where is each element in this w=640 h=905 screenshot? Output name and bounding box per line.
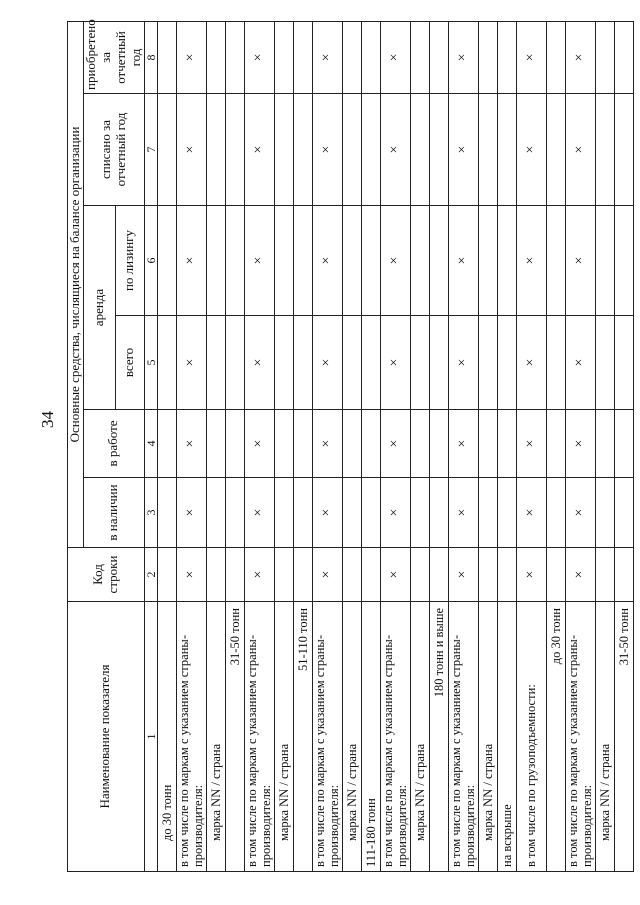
empty-cell: [429, 316, 448, 410]
empty-cell: [342, 316, 361, 410]
empty-cell: [274, 478, 293, 548]
empty-cell: [361, 94, 380, 206]
empty-cell: [478, 410, 497, 478]
table-row: [380, 21, 410, 871]
column-number: 8: [144, 21, 157, 93]
row-label: марка NN / страна: [206, 602, 225, 872]
empty-cell: [293, 410, 312, 478]
header-row-code: Код строки: [68, 548, 145, 602]
table-row: [244, 21, 274, 871]
cross-mark: ×: [176, 548, 206, 602]
empty-cell: [546, 21, 565, 93]
empty-cell: [546, 410, 565, 478]
empty-cell: [342, 410, 361, 478]
cross-mark: ×: [312, 21, 342, 93]
empty-cell: [497, 410, 516, 478]
cross-mark: ×: [380, 94, 410, 206]
cross-mark: ×: [565, 548, 595, 602]
cross-mark: ×: [380, 478, 410, 548]
empty-cell: [157, 410, 176, 478]
cross-mark: ×: [380, 21, 410, 93]
empty-cell: [361, 548, 380, 602]
cross-mark: ×: [244, 410, 274, 478]
cross-mark: ×: [176, 410, 206, 478]
column-number: 4: [144, 410, 157, 478]
empty-cell: [157, 478, 176, 548]
empty-cell: [546, 206, 565, 316]
cross-mark: ×: [244, 94, 274, 206]
column-number: 3: [144, 478, 157, 548]
cross-mark: ×: [312, 548, 342, 602]
table-row: [293, 21, 312, 871]
empty-cell: [342, 94, 361, 206]
cross-mark: ×: [244, 316, 274, 410]
empty-cell: [429, 21, 448, 93]
cross-mark: ×: [516, 21, 546, 93]
header-lease: аренда: [83, 206, 115, 410]
table-row: [595, 21, 614, 871]
empty-cell: [206, 548, 225, 602]
header-in-operation: в работе: [83, 410, 144, 478]
row-label: в том числе по маркам с указанием страны-производителя:: [565, 602, 595, 872]
empty-cell: [595, 410, 614, 478]
table-row: [516, 21, 546, 871]
row-label: до 30 тонн: [157, 602, 176, 872]
row-label: в том числе по маркам с указанием страны-производителя:: [448, 602, 478, 872]
empty-cell: [595, 206, 614, 316]
column-number: 6: [144, 206, 157, 316]
empty-cell: [614, 410, 633, 478]
cross-mark: ×: [516, 206, 546, 316]
empty-cell: [274, 316, 293, 410]
empty-cell: [274, 206, 293, 316]
cross-mark: ×: [448, 21, 478, 93]
table-row: [614, 21, 633, 871]
empty-cell: [225, 21, 244, 93]
empty-cell: [225, 478, 244, 548]
empty-cell: [478, 316, 497, 410]
empty-cell: [274, 94, 293, 206]
empty-cell: [157, 21, 176, 93]
empty-cell: [342, 206, 361, 316]
header-acquired: приобретено за отчетный год: [83, 21, 144, 93]
empty-cell: [497, 94, 516, 206]
row-label: 31-50 тонн: [614, 602, 633, 872]
empty-cell: [478, 206, 497, 316]
empty-cell: [274, 21, 293, 93]
table-row: [429, 21, 448, 871]
empty-cell: [225, 316, 244, 410]
cross-mark: ×: [448, 94, 478, 206]
row-label: в том числе по маркам с указанием страны-производителя:: [244, 602, 274, 872]
table-row: [546, 21, 565, 871]
cross-mark: ×: [176, 94, 206, 206]
row-label: в том числе по маркам с указанием страны-производителя:: [176, 602, 206, 872]
empty-cell: [595, 478, 614, 548]
header-lease-leasing: по лизингу: [116, 206, 145, 316]
empty-cell: [546, 94, 565, 206]
table-row: [342, 21, 361, 871]
empty-cell: [429, 410, 448, 478]
cross-mark: ×: [516, 316, 546, 410]
cross-mark: ×: [380, 548, 410, 602]
empty-cell: [206, 94, 225, 206]
cross-mark: ×: [516, 548, 546, 602]
cross-mark: ×: [380, 410, 410, 478]
empty-cell: [206, 206, 225, 316]
cross-mark: ×: [312, 316, 342, 410]
header-written-off: списано за отчетный год: [83, 94, 144, 206]
cross-mark: ×: [448, 548, 478, 602]
empty-cell: [293, 316, 312, 410]
table-row: [478, 21, 497, 871]
header-indicator-name: Наименование показателя: [68, 602, 145, 872]
cross-mark: ×: [448, 206, 478, 316]
fixed-assets-table: [67, 21, 634, 872]
empty-cell: [429, 548, 448, 602]
cross-mark: ×: [448, 478, 478, 548]
cross-mark: ×: [312, 478, 342, 548]
empty-cell: [614, 94, 633, 206]
empty-cell: [410, 478, 429, 548]
table-row: [312, 21, 342, 871]
row-label: в том числе по маркам с указанием страны-производителя:: [380, 602, 410, 872]
row-label: 111-180 тонн: [361, 602, 380, 872]
row-label: 180 тонн и выше: [429, 602, 448, 872]
empty-cell: [614, 478, 633, 548]
cross-mark: ×: [448, 410, 478, 478]
empty-cell: [546, 316, 565, 410]
empty-cell: [206, 410, 225, 478]
empty-cell: [206, 478, 225, 548]
row-label: марка NN / страна: [410, 602, 429, 872]
empty-cell: [497, 21, 516, 93]
cross-mark: ×: [565, 410, 595, 478]
empty-cell: [157, 548, 176, 602]
empty-cell: [546, 478, 565, 548]
table-row: [225, 21, 244, 871]
column-number: 7: [144, 94, 157, 206]
cross-mark: ×: [380, 316, 410, 410]
empty-cell: [429, 206, 448, 316]
column-number: 1: [144, 602, 157, 872]
row-label: марка NN / страна: [342, 602, 361, 872]
empty-cell: [478, 94, 497, 206]
cross-mark: ×: [565, 94, 595, 206]
empty-cell: [595, 94, 614, 206]
empty-cell: [361, 206, 380, 316]
column-number: 2: [144, 548, 157, 602]
table-row: [361, 21, 380, 871]
table-row: [157, 21, 176, 871]
row-label: 31-50 тонн: [225, 602, 244, 872]
row-label: до 30 тонн: [546, 602, 565, 872]
row-label: в том числе по маркам с указанием страны-производителя:: [312, 602, 342, 872]
cross-mark: ×: [176, 316, 206, 410]
header-available: в наличии: [83, 478, 144, 548]
header-lease-total: всего: [116, 316, 145, 410]
cross-mark: ×: [565, 478, 595, 548]
cross-mark: ×: [244, 206, 274, 316]
empty-cell: [225, 548, 244, 602]
empty-cell: [410, 410, 429, 478]
empty-cell: [225, 410, 244, 478]
table-body: [157, 21, 633, 871]
table-row: [206, 21, 225, 871]
empty-cell: [293, 206, 312, 316]
empty-cell: [614, 21, 633, 93]
empty-cell: [614, 316, 633, 410]
row-label: марка NN / страна: [478, 602, 497, 872]
cross-mark: ×: [448, 316, 478, 410]
row-label: марка NN / страна: [595, 602, 614, 872]
cross-mark: ×: [516, 94, 546, 206]
empty-cell: [274, 548, 293, 602]
cross-mark: ×: [176, 206, 206, 316]
row-label: в том числе по грузоподъемности:: [516, 602, 546, 872]
row-label: 51-110 тонн: [293, 602, 312, 872]
cross-mark: ×: [244, 548, 274, 602]
cross-mark: ×: [244, 21, 274, 93]
cross-mark: ×: [565, 21, 595, 93]
table-row: [176, 21, 206, 871]
empty-cell: [595, 21, 614, 93]
empty-cell: [293, 21, 312, 93]
empty-cell: [410, 548, 429, 602]
empty-cell: [361, 316, 380, 410]
empty-cell: [595, 548, 614, 602]
row-label: марка NN / страна: [274, 602, 293, 872]
empty-cell: [274, 410, 293, 478]
empty-cell: [614, 548, 633, 602]
cross-mark: ×: [380, 206, 410, 316]
empty-cell: [206, 21, 225, 93]
table-row: [448, 21, 478, 871]
empty-cell: [410, 21, 429, 93]
empty-cell: [410, 94, 429, 206]
empty-cell: [342, 21, 361, 93]
cross-mark: ×: [244, 478, 274, 548]
empty-cell: [225, 206, 244, 316]
empty-cell: [157, 94, 176, 206]
empty-cell: [293, 94, 312, 206]
empty-cell: [429, 478, 448, 548]
cross-mark: ×: [516, 410, 546, 478]
cross-mark: ×: [312, 206, 342, 316]
empty-cell: [614, 206, 633, 316]
table-row: [410, 21, 429, 871]
empty-cell: [497, 548, 516, 602]
empty-cell: [497, 478, 516, 548]
empty-cell: [497, 316, 516, 410]
empty-cell: [410, 316, 429, 410]
empty-cell: [293, 548, 312, 602]
header-fixed-assets-group: Основные средства, числящиеся на балансе организации: [68, 21, 84, 547]
empty-cell: [429, 94, 448, 206]
table-row: [565, 21, 595, 871]
cross-mark: ×: [312, 410, 342, 478]
empty-cell: [546, 548, 565, 602]
empty-cell: [157, 316, 176, 410]
empty-cell: [157, 206, 176, 316]
empty-cell: [410, 206, 429, 316]
empty-cell: [342, 478, 361, 548]
cross-mark: ×: [565, 206, 595, 316]
rotated-table-container: [67, 19, 631, 872]
empty-cell: [361, 21, 380, 93]
empty-cell: [225, 94, 244, 206]
table-row: [497, 21, 516, 871]
empty-cell: [497, 206, 516, 316]
column-number: 5: [144, 316, 157, 410]
cross-mark: ×: [176, 478, 206, 548]
cross-mark: ×: [516, 478, 546, 548]
empty-cell: [595, 316, 614, 410]
cross-mark: ×: [312, 94, 342, 206]
empty-cell: [361, 478, 380, 548]
empty-cell: [342, 548, 361, 602]
column-numbers-row: [144, 21, 157, 871]
empty-cell: [206, 316, 225, 410]
empty-cell: [478, 478, 497, 548]
cross-mark: ×: [176, 21, 206, 93]
cross-mark: ×: [565, 316, 595, 410]
page-number: 34: [38, 411, 57, 428]
table-row: [274, 21, 293, 871]
row-label: на вскрыше: [497, 602, 516, 872]
empty-cell: [478, 548, 497, 602]
empty-cell: [293, 478, 312, 548]
empty-cell: [478, 21, 497, 93]
empty-cell: [361, 410, 380, 478]
